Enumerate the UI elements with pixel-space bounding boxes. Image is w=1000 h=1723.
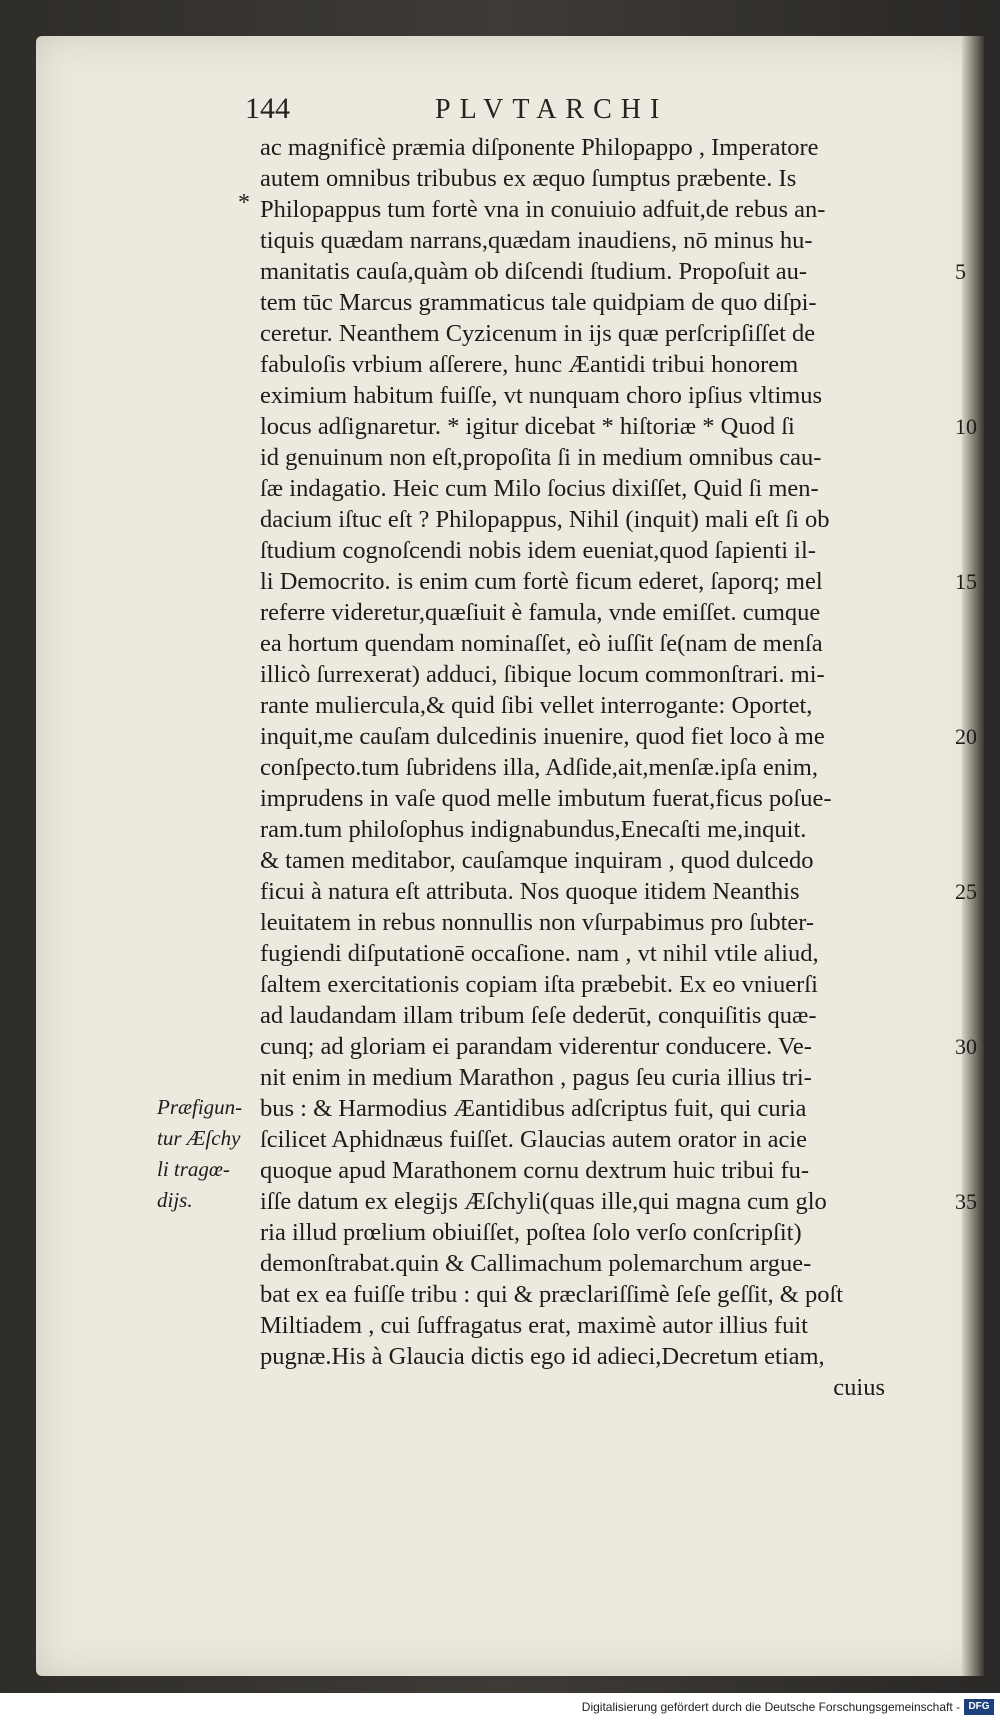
text-line: manitatis cauſa,quàm ob diſcendi ſtudium. Propoſuit au- bbox=[260, 258, 808, 285]
dfg-logo: DFG bbox=[964, 1699, 994, 1715]
text-line: ac magnificè præmia diſponente Philopappo , Imperatore bbox=[260, 134, 819, 161]
text-line: ceretur. Neanthem Cyzicenum in ijs quæ perſcripſiſſet de bbox=[260, 320, 816, 347]
catchword: cuius bbox=[833, 1374, 885, 1401]
marginal-note bbox=[157, 1092, 267, 1216]
text-line: tiquis quædam narrans,quædam inaudiens, nō minus hu- bbox=[260, 227, 813, 254]
footer-credit: Digitalisierung gefördert durch die Deutsche Forschungsgemeinschaft - bbox=[581, 1700, 960, 1714]
margin-asterisk: * bbox=[238, 190, 250, 216]
text-line: bat ex ea fuiſſe tribu : qui & præclariſſimè ſeſe geſſit, & poſt bbox=[260, 1281, 844, 1308]
text-line: locus adſignaretur. * igitur dicebat * hiſtoriæ * Quod ſi bbox=[260, 413, 795, 440]
text-line: id genuinum non eſt,propoſita ſi in medium omnibus cau- bbox=[260, 444, 822, 471]
text-line: demonſtrabat.quin & Callimachum polemarchum argue- bbox=[260, 1250, 812, 1277]
text-line: & tamen meditabor, cauſamque inquiram , quod dulcedo bbox=[260, 847, 814, 874]
text-line: ad laudandam illam tribum ſeſe dederūt, conquiſitis quæ- bbox=[260, 1002, 817, 1029]
text-line: li Democrito. is enim cum fortè ficum ederet, ſaporq; mel bbox=[260, 568, 823, 595]
line-number: 5 bbox=[955, 259, 966, 284]
text-line: ſcilicet Aphidnæus fuiſſet. Glaucias autem orator in acie bbox=[260, 1126, 808, 1153]
marginal-note-line: Præfigun- bbox=[157, 1095, 243, 1119]
text-line: ea hortum quendam nominaſſet, eò iuſſit ſe(nam de menſa bbox=[260, 630, 823, 657]
text-line: iſſe datum ex elegijs Æſchyli(quas ille,qui magna cum glo bbox=[260, 1188, 827, 1215]
line-number: 30 bbox=[955, 1034, 977, 1059]
text-line: referre videretur,quæſiuit è famula, vnde emiſſet. cumque bbox=[260, 599, 821, 626]
text-line: ria illud prœlium obiuiſſet, poſtea ſolo verſo conſcripſit) bbox=[260, 1219, 802, 1246]
text-line: conſpecto.tum ſubridens illa, Adſide,ait,menſæ.ipſa enim, bbox=[260, 754, 818, 781]
page-number: 144 bbox=[245, 92, 290, 125]
text-line: ficui à natura eſt attributa. Nos quoque itidem Neanthis bbox=[260, 878, 800, 905]
line-number: 35 bbox=[955, 1189, 977, 1214]
header-title: PLVTARCHI bbox=[435, 94, 669, 125]
text-line: eximium habitum fuiſſe, vt nunquam choro ipſius vltimus bbox=[260, 382, 823, 409]
body-text bbox=[260, 132, 885, 1403]
text-line: pugnæ.His à Glaucia dictis ego id adieci,Decretum etiam, bbox=[260, 1343, 825, 1370]
text-line: ram.tum philoſophus indignabundus,Enecaſti me,inquit. bbox=[260, 816, 807, 843]
text-line: Miltiadem , cui ſuffragatus erat, maximè autor illius fuit bbox=[260, 1312, 808, 1339]
marginal-note-line: dijs. bbox=[157, 1188, 193, 1212]
line-number: 10 bbox=[955, 414, 977, 439]
text-line: cunq; ad gloriam ei parandam viderentur conducere. Ve- bbox=[260, 1033, 812, 1060]
text-line: quoque apud Marathonem cornu dextrum huic tribui fu- bbox=[260, 1157, 810, 1184]
marginal-note-line: tur Æſchy bbox=[157, 1126, 241, 1150]
marginal-note-line: li tragœ- bbox=[157, 1157, 230, 1181]
text-line: inquit,me cauſam dulcedinis inuenire, quod fiet loco à me bbox=[260, 723, 825, 750]
text-line: rante muliercula,& quid ſibi vellet interrogante: Oportet, bbox=[260, 692, 813, 719]
text-line: fugiendi diſputationē occaſione. nam , vt nihil vtile aliud, bbox=[260, 940, 819, 967]
text-line: illicò ſurrexerat) adduci, ſibique locum commonſtrari. mi- bbox=[260, 661, 825, 688]
text-line: fabuloſis vrbium aſſerere, hunc Æantidi tribui honorem bbox=[260, 351, 799, 378]
text-line: tem tūc Marcus grammaticus tale quidpiam de quo diſpi- bbox=[260, 289, 817, 316]
text-line: Philopappus tum fortè vna in conuiuio adfuit,de rebus an- bbox=[260, 196, 826, 223]
text-line: dacium iſtuc eſt ? Philopappus, Nihil (inquit) mali eſt ſi ob bbox=[260, 506, 830, 533]
line-number: 15 bbox=[955, 569, 977, 594]
line-number: 20 bbox=[955, 724, 977, 749]
text-line: nit enim in medium Marathon , pagus ſeu curia illius tri- bbox=[260, 1064, 812, 1091]
footer-bar bbox=[0, 1693, 1000, 1723]
text-line: autem omnibus tribubus ex æquo ſumptus præbente. Is bbox=[260, 165, 797, 192]
text-line: imprudens in vaſe quod melle imbutum fuerat,ficus poſue- bbox=[260, 785, 832, 812]
line-number: 25 bbox=[955, 879, 977, 904]
running-head bbox=[245, 92, 885, 132]
text-line: bus : & Harmodius Æantidibus adſcriptus fuit, qui curia bbox=[260, 1095, 807, 1122]
text-line: ſaltem exercitationis copiam iſta præbebit. Ex eo vniuerſi bbox=[260, 971, 818, 998]
text-line: leuitatem in rebus nonnullis non vſurpabimus pro ſubter- bbox=[260, 909, 815, 936]
text-line: ſæ indagatio. Heic cum Milo ſocius dixiſſet, Quid ſi men- bbox=[260, 475, 819, 502]
text-line: ſtudium cognoſcendi nobis idem eueniat,quod ſapienti il- bbox=[260, 537, 816, 564]
